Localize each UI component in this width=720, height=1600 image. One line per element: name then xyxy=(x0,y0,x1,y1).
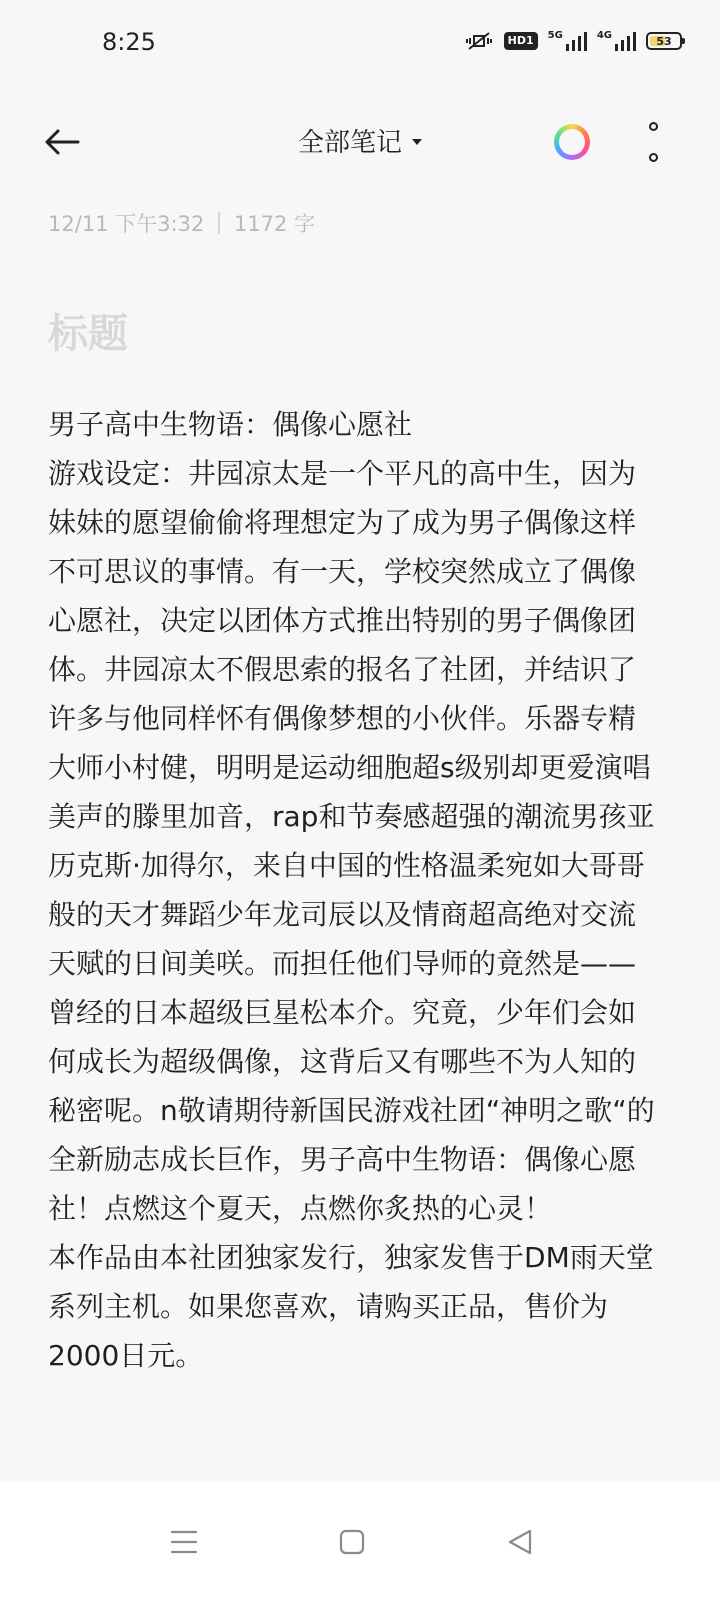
note-paragraph: 男子高中生物语：偶像心愿社 xyxy=(48,408,413,441)
nav-back-button[interactable] xyxy=(490,1512,550,1572)
hd-voice-badge: HD1 xyxy=(504,32,538,50)
mute-vibrate-icon xyxy=(464,30,494,52)
system-nav-bar xyxy=(0,1482,720,1600)
note-date: 12/11 下午3:32 xyxy=(48,212,205,236)
note-title-input[interactable]: 标题 xyxy=(48,311,128,357)
status-time: 8:25 xyxy=(102,28,156,56)
color-picker-button[interactable] xyxy=(554,124,590,160)
signal-4g xyxy=(597,31,636,51)
home-square-icon xyxy=(338,1528,366,1556)
more-dot-icon xyxy=(649,153,658,162)
menu-icon xyxy=(170,1529,198,1555)
arrow-left-icon xyxy=(44,128,80,156)
more-dot-icon xyxy=(649,122,658,131)
battery-level: 53 xyxy=(656,34,672,48)
battery-icon xyxy=(646,32,682,50)
folder-selector[interactable] xyxy=(260,122,460,159)
signal-bars-icon xyxy=(614,31,636,51)
note-char-count: 1172 字 xyxy=(233,212,315,236)
note-paragraph: 游戏设定：井园凉太是一个平凡的高中生，因为妹妹的愿望偷偷将理想定为了成为男子偶像这样不可思议的事情。有一天，学校突然成立了偶像心愿社，决定以团体方式推出特别的男子偶像团体。井园凉太不假思索的报名了社团，并结识了许多与他同样怀有偶像梦想的小伙伴。乐器专精大师小村健，明明是运动细胞超s级别却更爱演唱美声的滕里加音，rap和节奏感超强的潮流男孩亚历克斯·加得尔，来自中国的性格温柔宛如大哥哥般的天才舞蹈少年龙司辰以及情商超高绝对交流天赋的日间美咲。而担任他们导师的竟然是——曾经的日本超级巨星松本介。究竟，少年们会如何成长为超级偶像，这背后又有哪些不为人知的秘密呢。n敬请期待新国民游戏社团“神明之歌“的全新励志成长巨作，男子高中生物语：偶像心愿社！点燃这个夏天，点燃你炙热的心灵！ xyxy=(48,457,655,1225)
status-icons xyxy=(464,30,682,52)
back-button[interactable] xyxy=(38,120,86,164)
folder-label: 全部笔记 xyxy=(297,128,402,158)
status-bar xyxy=(0,0,720,90)
color-ring-icon xyxy=(554,124,590,160)
more-options-button[interactable] xyxy=(640,122,666,162)
nav-menu-button[interactable] xyxy=(154,1512,214,1572)
nav-home-button[interactable] xyxy=(322,1512,382,1572)
network-4g-label: 4G xyxy=(596,30,612,41)
signal-bars-icon xyxy=(565,31,587,51)
meta-divider xyxy=(218,212,220,234)
note-meta xyxy=(48,208,315,238)
note-paragraph: 本作品由本社团独家发行，独家发售于DM雨天堂系列主机。如果您喜欢，请购买正品，售价为2000日元。 xyxy=(48,1241,654,1372)
network-5g-label: 5G xyxy=(547,30,563,41)
caret-down-icon xyxy=(412,139,422,145)
note-toolbar xyxy=(0,100,720,184)
back-triangle-icon xyxy=(506,1528,534,1556)
signal-5g xyxy=(548,31,587,51)
note-body-editor[interactable] xyxy=(48,400,658,1380)
